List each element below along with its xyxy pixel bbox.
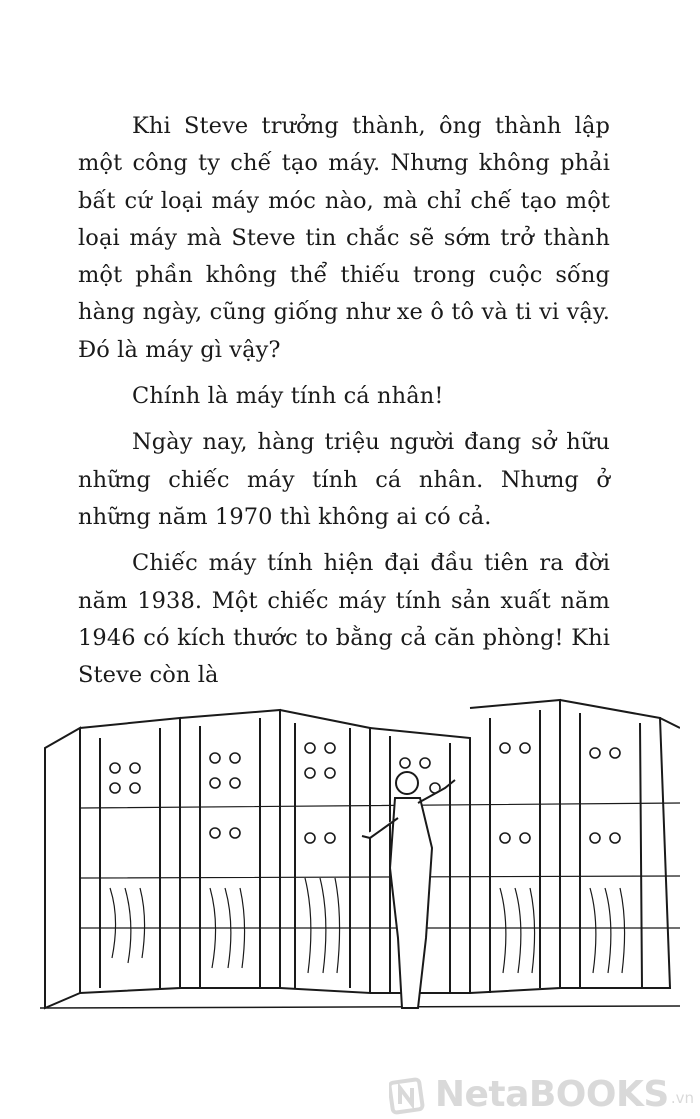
n-logo-icon [389, 1075, 429, 1115]
computer-room-illustration [40, 688, 680, 1028]
publisher-watermark [389, 1074, 694, 1115]
paragraph: Khi Steve trưởng thành, ông thành lập một công ty chế tạo máy. Nhưng không phải bất cứ loại máy móc nào, mà chỉ chế tạo một loại máy mà Steve tin chắc sẽ sớm trở thành một phần không thể thiếu trong cuộc sống hàng ngày, cũng giống như xe ô tô và ti vi vậy. Đó là máy gì vậy? [78, 113, 610, 363]
page-body [78, 108, 610, 694]
watermark-brand: NetaBOOKS [434, 1074, 669, 1115]
watermark-suffix: .vn [670, 1089, 694, 1107]
paragraph: Chính là máy tính cá nhân! [132, 383, 444, 410]
paragraph: Ngày nay, hàng triệu người đang sở hữu những chiếc máy tính cá nhân. Nhưng ở những năm 1970 thì không ai có cả. [78, 429, 610, 530]
paragraph: Chiếc máy tính hiện đại đầu tiên ra đời năm 1938. Một chiếc máy tính sản xuất năm 1946 có kích thước to bằng cả căn phòng! Khi Steve còn là [78, 550, 610, 689]
